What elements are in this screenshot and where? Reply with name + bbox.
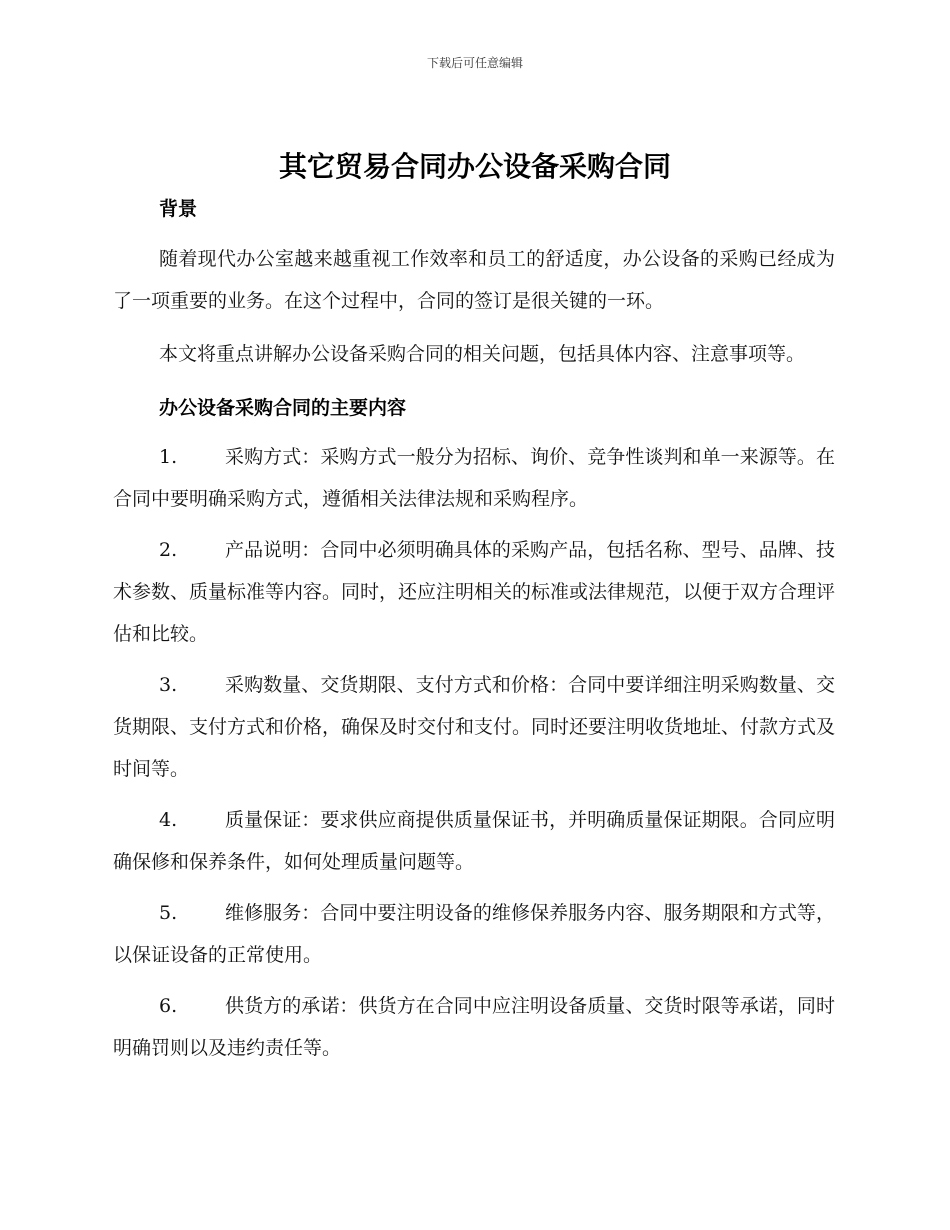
document-body	[113, 190, 835, 1069]
list-item	[113, 436, 835, 520]
paragraph: 本文将重点讲解办公设备采购合同的相关问题，包括具体内容、注意事项等。	[159, 343, 806, 365]
list-item-text: 供货方的承诺：供货方在合同中应注明设备质量、交货时限等承诺，同时明确罚则以及违约责任等。	[113, 995, 835, 1059]
paragraph: 随着现代办公室越来越重视工作效率和员工的舒适度，办公设备的采购已经成为了一项重要的业务。在这个过程中，合同的签订是很关键的一环。	[113, 248, 835, 312]
list-item-number: 3.	[159, 674, 178, 696]
document-title: 其它贸易合同办公设备采购合同	[278, 150, 671, 183]
header-note: 下载后可任意编辑	[426, 56, 523, 70]
list-item	[113, 985, 835, 1069]
list-item-number: 2.	[159, 539, 178, 561]
list-item-text: 质量保证：要求供应商提供质量保证书，并明确质量保证期限。合同应明确保修和保养条件，如何处理质量问题等。	[113, 809, 835, 873]
list-item-number: 5.	[159, 902, 178, 924]
list-item-number: 6.	[159, 995, 178, 1017]
section-heading-background: 背景	[159, 198, 198, 220]
list-item	[113, 529, 835, 655]
list-item-text: 采购方式：采购方式一般分为招标、询价、竞争性谈判和单一来源等。在合同中要明确采购方式，遵循相关法律法规和采购程序。	[113, 446, 835, 510]
list-item-text: 产品说明：合同中必须明确具体的采购产品，包括名称、型号、品牌、技术参数、质量标准等内容。同时，还应注明相关的标准或法律规范，以便于双方合理评估和比较。	[113, 539, 836, 645]
list-item	[113, 664, 835, 790]
list-item-text: 采购数量、交货期限、支付方式和价格：合同中要详细注明采购数量、交货期限、支付方式和价格，确保及时交付和支付。同时还要注明收货地址、付款方式及时间等。	[113, 674, 836, 780]
section-heading-main-content: 办公设备采购合同的主要内容	[159, 397, 407, 419]
list-item	[113, 799, 835, 883]
list-item	[113, 892, 835, 976]
list-item-number: 1.	[159, 446, 178, 468]
list-item-number: 4.	[159, 809, 178, 831]
list-item-text: 维修服务：合同中要注明设备的维修保养服务内容、服务期限和方式等，以保证设备的正常使用。	[113, 902, 835, 966]
